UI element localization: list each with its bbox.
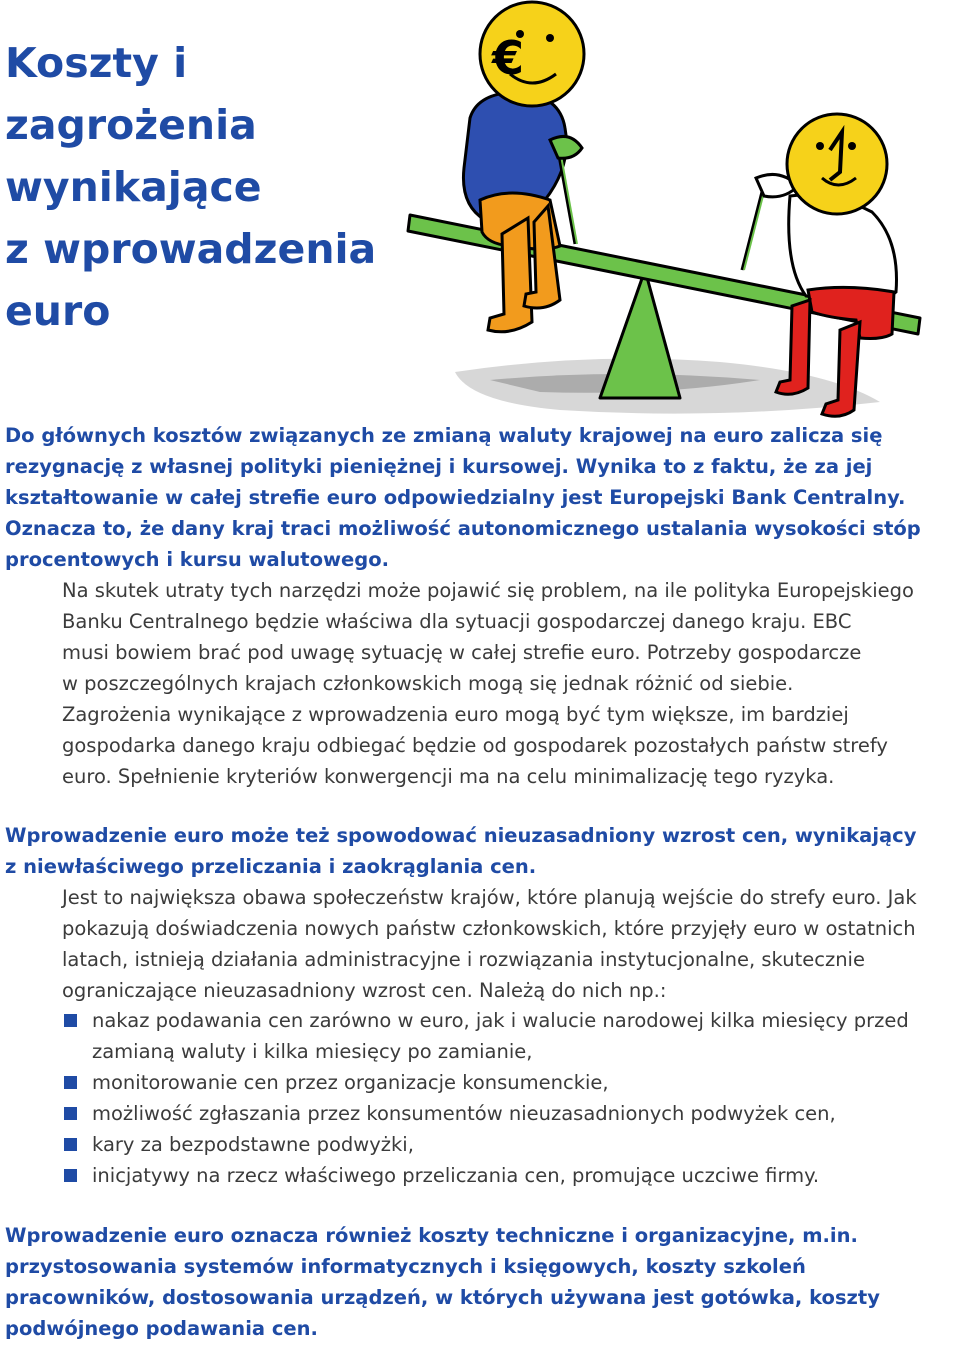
section3-lead <box>5 1220 955 1344</box>
section1-lead-line-4: Oznacza to, że dany kraj traci możliwość autonomicznego ustalania wysokości stóp <box>5 517 921 540</box>
title-line-1: Koszty i zagrożenia <box>5 39 257 149</box>
square-bullet-icon <box>64 1169 77 1182</box>
section1-body <box>62 575 942 792</box>
section1-body-line-2: Banku Centralnego będzie właściwa dla sytuacji gospodarczej danego kraju. EBC <box>62 610 852 633</box>
section3-lead-line-4: podwójnego podawania cen. <box>5 1317 318 1340</box>
section1-lead-line-5: procentowych i kursu walutowego. <box>5 548 389 571</box>
section1-body-line-3: musi bowiem brać pod uwagę sytuację w całej strefie euro. Potrzeby gospodarcze <box>62 641 862 664</box>
list-item-text-cont: zamianą waluty i kilka miesięcy po zamianie, <box>92 1040 533 1063</box>
seesaw-fulcrum <box>600 270 680 398</box>
section1-lead-line-2: rezygnację z własnej polityki pieniężnej i kursowej. Wynika to z faktu, że za jej <box>5 455 873 478</box>
square-bullet-icon <box>64 1076 77 1089</box>
section3-lead-line-1: Wprowadzenie euro oznacza również koszty techniczne i organizacyjne, m.in. <box>5 1224 858 1247</box>
square-bullet-icon <box>64 1107 77 1120</box>
euro-coin-character <box>463 2 584 332</box>
list-item <box>62 1129 942 1160</box>
list-item-text: monitorowanie cen przez organizacje konsumenckie, <box>92 1071 609 1094</box>
section2-body-line-3: latach, istnieją działania administracyjne i rozwiązania instytucjonalne, skutecznie <box>62 948 865 971</box>
list-item <box>62 1005 942 1067</box>
section2-lead-line-1: Wprowadzenie euro może też spowodować nieuzasadniony wzrost cen, wynikający <box>5 824 917 847</box>
list-item-text: nakaz podawania cen zarówno w euro, jak i walucie narodowej kilka miesięcy przed <box>92 1009 909 1032</box>
section2-lead-line-2: z niewłaściwego przeliczania i zaokrąglania cen. <box>5 855 537 878</box>
section1-lead-line-3: kształtowanie w całej strefie euro odpowiedzialny jest Europejski Bank Centralny. <box>5 486 906 509</box>
section2-body-line-1: Jest to największa obawa społeczeństw krajów, które planują wejście do strefy euro. Jak <box>62 886 917 909</box>
section1-body-line-6: gospodarka danego kraju odbiegać będzie od gospodarek pozostałych państw strefy <box>62 734 888 757</box>
list-item-text: możliwość zgłaszania przez konsumentów nieuzasadnionych podwyżek cen, <box>92 1102 836 1125</box>
list-item <box>62 1098 942 1129</box>
section1-lead-line-1: Do głównych kosztów związanych ze zmianą waluty krajowej na euro zalicza się <box>5 424 883 447</box>
list-item <box>62 1067 942 1098</box>
square-bullet-icon <box>64 1014 77 1027</box>
section1-body-line-7: euro. Spełnienie kryteriów konwergencji ma na celu minimalizację tego ryzyka. <box>62 765 835 788</box>
measures-list <box>62 1005 942 1191</box>
section2-body-line-4: ograniczające nieuzasadniony wzrost cen. Należą do nich np.: <box>62 979 667 1002</box>
section1-body-line-1: Na skutek utraty tych narzędzi może pojawić się problem, na ile polityka Europejskiego <box>62 579 914 602</box>
section1-body-line-5: Zagrożenia wynikające z wprowadzenia euro mogą być tym większe, im bardziej <box>62 703 849 726</box>
section2-body <box>62 882 942 1006</box>
section3-lead-line-3: pracowników, dostosowania urządzeń, w których używana jest gotówka, koszty <box>5 1286 880 1309</box>
seesaw-illustration <box>360 0 960 430</box>
section3-lead-line-2: przystosowania systemów informatycznych i księgowych, koszty szkoleń <box>5 1255 806 1278</box>
title-line-2: wynikające <box>5 163 262 211</box>
section2-lead <box>5 820 955 882</box>
section1-lead <box>5 420 955 575</box>
square-bullet-icon <box>64 1138 77 1151</box>
list-item <box>62 1160 942 1191</box>
section1-body-line-4: w poszczególnych krajach członkowskich mogą się jednak różnić od siebie. <box>62 672 794 695</box>
list-item-text: inicjatywy na rzecz właściwego przeliczania cen, promujące uczciwe firmy. <box>92 1164 820 1187</box>
section2-body-line-2: pokazują doświadczenia nowych państw członkowskich, które przyjęły euro w ostatnich <box>62 917 916 940</box>
euro-symbol: € <box>492 31 525 85</box>
title-line-3: z wprowadzenia <box>5 225 377 273</box>
list-item-text: kary za bezpodstawne podwyżki, <box>92 1133 414 1156</box>
title-line-4: euro <box>5 287 111 335</box>
